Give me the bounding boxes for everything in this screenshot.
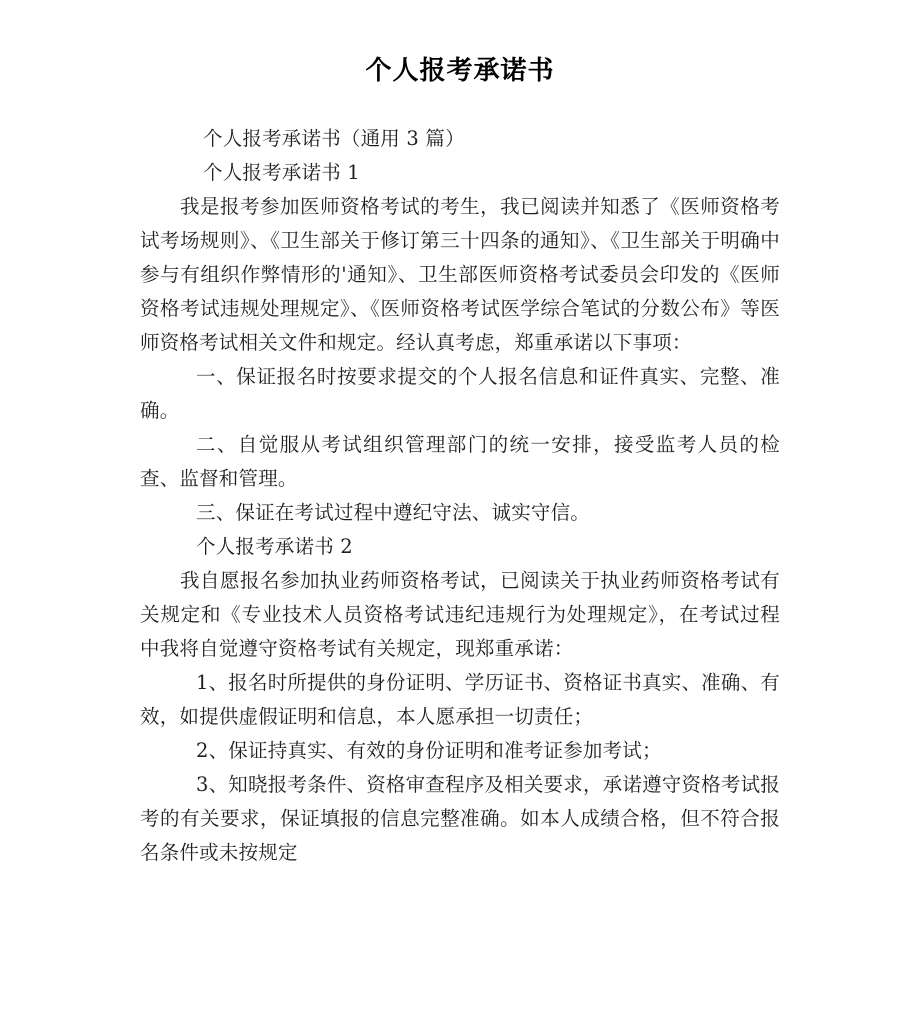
heading-line-collection: 个人报考承诺书（通用 3 篇） <box>203 127 465 150</box>
heading-line-section-1: 个人报考承诺书 1 <box>203 161 360 184</box>
section-1-item-3: 三、保证在考试过程中遵纪守法、诚实守信。 <box>196 501 591 524</box>
section-2-item-1: 1、报名时所提供的身份证明、学历证书、资格证书真实、准确、有效，如提供虚假证明和信息，本人愿承担一切责任； <box>140 671 780 728</box>
section-2-intro-paragraph: 我自愿报名参加执业药师资格考试，已阅读关于执业药师资格考试有关规定和《专业技术人员资格考试违纪违规行为处理规定》，在考试过程中我将自觉遵守资格考试有关规定，现郑重承诺： <box>140 569 780 660</box>
section-1-item-2: 二、自觉服从考试组织管理部门的统一安排，接受监考人员的检查、监督和管理。 <box>140 433 780 490</box>
section-1-intro-paragraph: 我是报考参加医师资格考试的考生，我已阅读并知悉了《医师资格考试考场规则》、《卫生部关于修订第三十四条的通知》、《卫生部关于明确中参与有组织作弊情形的'通知》、卫生部医师资格考试委员会印发的《医师资格考试违规处理规定》、《医师资格考试医学综合笔试的分数公布》等医师资格考试相关文件和规定。经认真考虑，郑重承诺以下事项： <box>140 195 780 354</box>
section-2-item-2: 2、保证持真实、有效的身份证明和准考证参加考试； <box>196 739 662 762</box>
page-title: 个人报考承诺书 <box>365 55 555 85</box>
section-2-item-3: 3、知晓报考条件、资格审查程序及相关要求，承诺遵守资格考试报考的有关要求，保证填报的信息完整准确。如本人成绩合格，但不符合报名条件或未按规定 <box>140 773 780 864</box>
section-1-item-1: 一、保证报名时按要求提交的个人报名信息和证件真实、完整、准确。 <box>140 365 780 422</box>
document-body <box>140 122 780 870</box>
heading-line-section-2: 个人报考承诺书 2 <box>196 535 353 558</box>
